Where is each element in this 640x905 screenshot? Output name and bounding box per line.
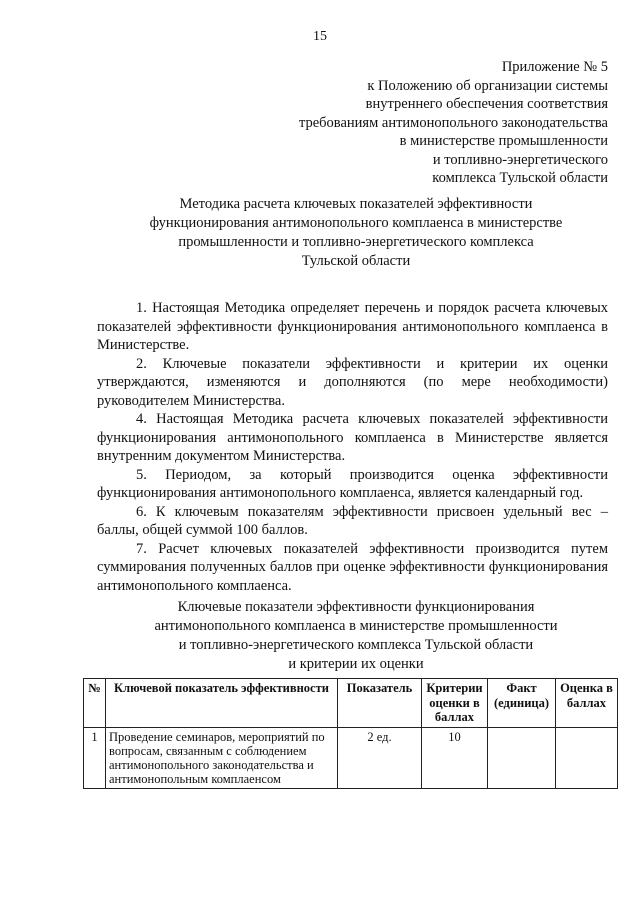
paragraph-4: 4. Настоящая Методика расчета ключевых показателей эффективности функционирования антимонопольного комплаенса в Министерстве является внутренним документом Министерства. (97, 411, 608, 464)
cell-value: 2 ед. (338, 727, 422, 788)
table-header-row (84, 679, 618, 728)
header-indicator: Ключевой показатель эффективности (106, 679, 338, 728)
paragraph-1: 1. Настоящая Методика определяет перечень и порядок расчета ключевых показателей эффективности функционирования антимонопольного комплаенса в Министерстве. (97, 300, 608, 353)
table-title (96, 598, 616, 674)
method-title-line: Тульской области (301, 253, 411, 269)
header-score: Оценка в баллах (556, 679, 618, 728)
table-title-line: и топливно-энергетического комплекса Тульской области (178, 637, 534, 653)
appendix-line: и топливно-энергетического (432, 151, 608, 168)
appendix-line: Приложение № 5 (501, 59, 608, 75)
cell-number: 1 (84, 727, 106, 788)
table-title-line: и критерии их оценки (288, 656, 424, 672)
paragraph-7: 7. Расчет ключевых показателей эффективности производится путем суммирования полученных баллов при оценке эффективности функционирования антимонопольного комплаенса. (97, 540, 608, 594)
table-row (84, 727, 618, 788)
kpi-table (83, 678, 618, 789)
paragraph-6: 6. К ключевым показателям эффективности присвоен удельный вес – баллы, общей суммой 100 баллов. (97, 503, 608, 538)
document-body (97, 299, 608, 595)
page-number: 15 (313, 29, 327, 44)
method-title-line: промышленности и топливно-энергетического комплекса (178, 234, 534, 250)
header-fact: Факт (единица) (488, 679, 556, 728)
appendix-line: в министерстве промышленности (399, 133, 608, 149)
cell-indicator: Проведение семинаров, мероприятий по вопросам, связанным с соблюдением антимонопольного законодательства и антимонопольным комплаенсом (106, 727, 338, 788)
header-criteria: Критерии оценки в баллах (422, 679, 488, 728)
cell-fact (488, 727, 556, 788)
paragraph-2: 2. Ключевые показатели эффективности и критерии их оценки утверждаются, изменяются и дополняются (по мере необходимости) руководителем Министерства. (97, 355, 608, 409)
appendix-line: требованиям антимонопольного законодательства (298, 114, 608, 131)
header-value: Показатель (338, 679, 422, 728)
method-title (96, 195, 616, 271)
cell-criteria: 10 (422, 727, 488, 788)
table-title-line: Ключевые показатели эффективности функционирования (177, 599, 535, 615)
header-number: № (84, 679, 106, 728)
appendix-line: комплекса Тульской области (432, 170, 608, 186)
paragraph-5: 5. Периодом, за который производится оценка эффективности функционирования антимонопольного комплаенса, является календарный год. (97, 466, 608, 501)
appendix-line: к Положению об организации системы (367, 77, 608, 94)
cell-score (556, 727, 618, 788)
appendix-line: внутреннего обеспечения соответствия (365, 96, 608, 112)
table-title-line: антимонопольного комплаенса в министерстве промышленности (154, 618, 558, 634)
method-title-line: Методика расчета ключевых показателей эффективности (179, 196, 533, 212)
appendix-header (228, 58, 608, 188)
method-title-line: функционирования антимонопольного комплаенса в министерстве (149, 215, 563, 231)
